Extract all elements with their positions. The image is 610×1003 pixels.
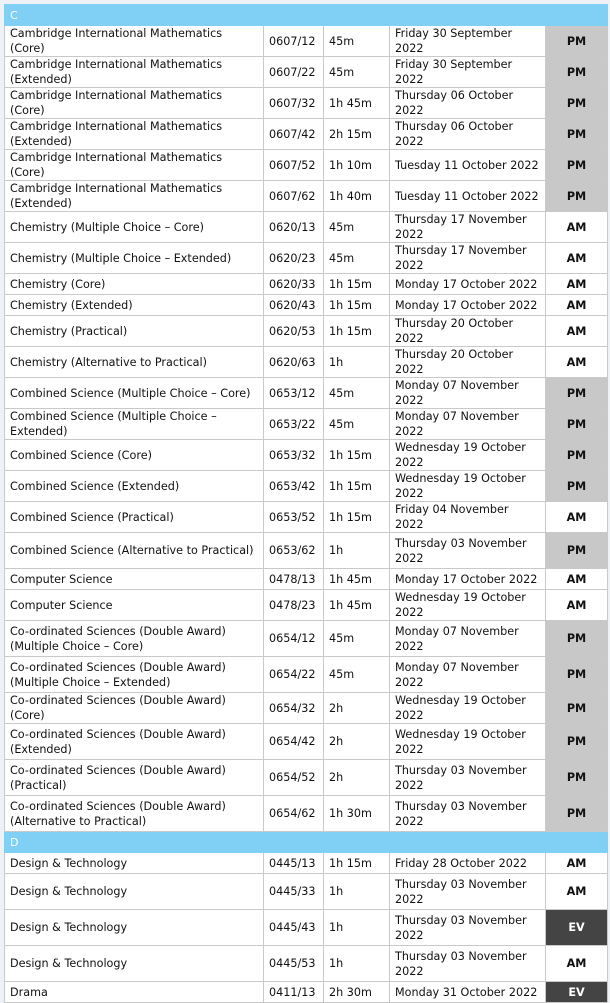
session-cell: AM	[546, 590, 608, 621]
table-row	[5, 57, 608, 88]
date-cell: Monday 17 October 2022	[390, 569, 546, 590]
subject-cell: Cambridge International Mathematics (Extended)	[5, 119, 264, 150]
code-cell: 0620/13	[264, 212, 324, 243]
table-row	[5, 274, 608, 295]
session-cell: AM	[546, 295, 608, 316]
table-row	[5, 440, 608, 471]
code-cell: 0411/13	[264, 982, 324, 1003]
duration-cell: 1h	[324, 347, 390, 378]
session-cell: PM	[546, 796, 608, 832]
date-cell: Wednesday 19 October 2022	[390, 693, 546, 724]
code-cell: 0654/62	[264, 796, 324, 832]
session-cell: PM	[546, 724, 608, 760]
table-row	[5, 471, 608, 502]
duration-cell: 45m	[324, 243, 390, 274]
table-row	[5, 88, 608, 119]
subject-cell: Chemistry (Alternative to Practical)	[5, 347, 264, 378]
subject-cell: Co-ordinated Sciences (Double Award) (Core)	[5, 693, 264, 724]
table-row	[5, 347, 608, 378]
session-cell: PM	[546, 760, 608, 796]
duration-cell: 1h 10m	[324, 150, 390, 181]
session-cell: AM	[546, 946, 608, 982]
session-cell: AM	[546, 569, 608, 590]
session-cell: PM	[546, 693, 608, 724]
session-cell: AM	[546, 274, 608, 295]
code-cell: 0653/62	[264, 533, 324, 569]
table-row	[5, 26, 608, 57]
table-row	[5, 982, 608, 1003]
duration-cell: 1h 15m	[324, 274, 390, 295]
duration-cell: 1h 30m	[324, 796, 390, 832]
section-header	[5, 832, 608, 853]
code-cell: 0620/33	[264, 274, 324, 295]
duration-cell: 45m	[324, 657, 390, 693]
subject-cell: Design & Technology	[5, 910, 264, 946]
session-cell: AM	[546, 316, 608, 347]
table-row	[5, 621, 608, 657]
duration-cell: 2h 15m	[324, 119, 390, 150]
code-cell: 0607/42	[264, 119, 324, 150]
subject-cell: Chemistry (Multiple Choice – Core)	[5, 212, 264, 243]
session-cell: PM	[546, 26, 608, 57]
date-cell: Thursday 03 November 2022	[390, 760, 546, 796]
code-cell: 0620/23	[264, 243, 324, 274]
table-row	[5, 119, 608, 150]
date-cell: Thursday 17 November 2022	[390, 212, 546, 243]
date-cell: Thursday 06 October 2022	[390, 88, 546, 119]
subject-cell: Combined Science (Multiple Choice – Core)	[5, 378, 264, 409]
subject-cell: Co-ordinated Sciences (Double Award) (Practical)	[5, 760, 264, 796]
session-cell: AM	[546, 347, 608, 378]
subject-cell: Design & Technology	[5, 874, 264, 910]
session-cell: EV	[546, 910, 608, 946]
duration-cell: 45m	[324, 409, 390, 440]
date-cell: Tuesday 11 October 2022	[390, 181, 546, 212]
date-cell: Monday 07 November 2022	[390, 378, 546, 409]
section-header	[5, 5, 608, 26]
subject-cell: Computer Science	[5, 569, 264, 590]
subject-cell: Combined Science (Multiple Choice – Extended)	[5, 409, 264, 440]
session-cell: PM	[546, 181, 608, 212]
session-cell: EV	[546, 982, 608, 1003]
duration-cell: 1h 15m	[324, 502, 390, 533]
table-row	[5, 946, 608, 982]
table-row	[5, 295, 608, 316]
date-cell: Thursday 03 November 2022	[390, 910, 546, 946]
section-letter: D	[5, 832, 608, 853]
table-row	[5, 590, 608, 621]
subject-cell: Chemistry (Extended)	[5, 295, 264, 316]
date-cell: Thursday 06 October 2022	[390, 119, 546, 150]
table-row	[5, 693, 608, 724]
code-cell: 0620/53	[264, 316, 324, 347]
table-row	[5, 760, 608, 796]
subject-cell: Co-ordinated Sciences (Double Award) (Multiple Choice – Core)	[5, 621, 264, 657]
table-row	[5, 502, 608, 533]
duration-cell: 45m	[324, 621, 390, 657]
duration-cell: 1h 15m	[324, 471, 390, 502]
subject-cell: Design & Technology	[5, 946, 264, 982]
duration-cell: 1h 40m	[324, 181, 390, 212]
session-cell: AM	[546, 212, 608, 243]
duration-cell: 45m	[324, 212, 390, 243]
code-cell: 0654/42	[264, 724, 324, 760]
subject-cell: Combined Science (Extended)	[5, 471, 264, 502]
session-cell: PM	[546, 57, 608, 88]
subject-cell: Cambridge International Mathematics (Core)	[5, 26, 264, 57]
code-cell: 0654/32	[264, 693, 324, 724]
code-cell: 0607/62	[264, 181, 324, 212]
duration-cell: 45m	[324, 26, 390, 57]
subject-cell: Chemistry (Core)	[5, 274, 264, 295]
subject-cell: Co-ordinated Sciences (Double Award) (Alternative to Practical)	[5, 796, 264, 832]
table-row	[5, 657, 608, 693]
date-cell: Thursday 20 October 2022	[390, 316, 546, 347]
session-cell: AM	[546, 853, 608, 874]
table-row	[5, 316, 608, 347]
table-row	[5, 796, 608, 832]
table-row	[5, 910, 608, 946]
date-cell: Friday 30 September 2022	[390, 26, 546, 57]
subject-cell: Cambridge International Mathematics (Core)	[5, 150, 264, 181]
date-cell: Wednesday 19 October 2022	[390, 471, 546, 502]
date-cell: Tuesday 11 October 2022	[390, 150, 546, 181]
code-cell: 0445/43	[264, 910, 324, 946]
duration-cell: 1h 15m	[324, 295, 390, 316]
code-cell: 0653/32	[264, 440, 324, 471]
subject-cell: Drama	[5, 982, 264, 1003]
code-cell: 0653/52	[264, 502, 324, 533]
table-row	[5, 378, 608, 409]
date-cell: Monday 07 November 2022	[390, 409, 546, 440]
exam-timetable	[4, 4, 608, 1003]
duration-cell: 1h 15m	[324, 440, 390, 471]
date-cell: Wednesday 19 October 2022	[390, 440, 546, 471]
code-cell: 0653/22	[264, 409, 324, 440]
code-cell: 0445/33	[264, 874, 324, 910]
session-cell: AM	[546, 874, 608, 910]
session-cell: PM	[546, 440, 608, 471]
session-cell: PM	[546, 409, 608, 440]
table-row	[5, 181, 608, 212]
duration-cell: 2h	[324, 693, 390, 724]
date-cell: Monday 07 November 2022	[390, 657, 546, 693]
table-row	[5, 150, 608, 181]
duration-cell: 1h 15m	[324, 316, 390, 347]
code-cell: 0620/43	[264, 295, 324, 316]
table-row	[5, 409, 608, 440]
subject-cell: Computer Science	[5, 590, 264, 621]
date-cell: Wednesday 19 October 2022	[390, 590, 546, 621]
code-cell: 0654/52	[264, 760, 324, 796]
section-letter: C	[5, 5, 608, 26]
session-cell: PM	[546, 533, 608, 569]
code-cell: 0620/63	[264, 347, 324, 378]
duration-cell: 1h 45m	[324, 88, 390, 119]
subject-cell: Combined Science (Practical)	[5, 502, 264, 533]
subject-cell: Co-ordinated Sciences (Double Award) (Multiple Choice – Extended)	[5, 657, 264, 693]
date-cell: Friday 30 September 2022	[390, 57, 546, 88]
code-cell: 0478/23	[264, 590, 324, 621]
session-cell: PM	[546, 471, 608, 502]
subject-cell: Chemistry (Multiple Choice – Extended)	[5, 243, 264, 274]
duration-cell: 1h	[324, 533, 390, 569]
duration-cell: 45m	[324, 378, 390, 409]
session-cell: PM	[546, 621, 608, 657]
session-cell: AM	[546, 243, 608, 274]
session-cell: AM	[546, 502, 608, 533]
code-cell: 0607/32	[264, 88, 324, 119]
date-cell: Thursday 17 November 2022	[390, 243, 546, 274]
session-cell: PM	[546, 150, 608, 181]
session-cell: PM	[546, 378, 608, 409]
session-cell: PM	[546, 657, 608, 693]
code-cell: 0607/22	[264, 57, 324, 88]
date-cell: Wednesday 19 October 2022	[390, 724, 546, 760]
date-cell: Thursday 03 November 2022	[390, 796, 546, 832]
date-cell: Thursday 20 October 2022	[390, 347, 546, 378]
code-cell: 0653/12	[264, 378, 324, 409]
code-cell: 0445/53	[264, 946, 324, 982]
duration-cell: 1h	[324, 874, 390, 910]
subject-cell: Combined Science (Core)	[5, 440, 264, 471]
subject-cell: Chemistry (Practical)	[5, 316, 264, 347]
subject-cell: Design & Technology	[5, 853, 264, 874]
code-cell: 0445/13	[264, 853, 324, 874]
date-cell: Monday 31 October 2022	[390, 982, 546, 1003]
table-row	[5, 724, 608, 760]
code-cell: 0478/13	[264, 569, 324, 590]
table-row	[5, 569, 608, 590]
table-row	[5, 533, 608, 569]
session-cell: PM	[546, 119, 608, 150]
subject-cell: Cambridge International Mathematics (Extended)	[5, 181, 264, 212]
date-cell: Friday 28 October 2022	[390, 853, 546, 874]
subject-cell: Combined Science (Alternative to Practical)	[5, 533, 264, 569]
duration-cell: 1h 15m	[324, 853, 390, 874]
code-cell: 0607/52	[264, 150, 324, 181]
duration-cell: 1h	[324, 946, 390, 982]
date-cell: Thursday 03 November 2022	[390, 874, 546, 910]
duration-cell: 1h 45m	[324, 590, 390, 621]
duration-cell: 2h	[324, 724, 390, 760]
code-cell: 0654/22	[264, 657, 324, 693]
table-row	[5, 243, 608, 274]
duration-cell: 45m	[324, 57, 390, 88]
date-cell: Thursday 03 November 2022	[390, 533, 546, 569]
duration-cell: 1h	[324, 910, 390, 946]
session-cell: PM	[546, 88, 608, 119]
subject-cell: Cambridge International Mathematics (Extended)	[5, 57, 264, 88]
code-cell: 0653/42	[264, 471, 324, 502]
duration-cell: 1h 45m	[324, 569, 390, 590]
table-row	[5, 853, 608, 874]
date-cell: Monday 17 October 2022	[390, 274, 546, 295]
subject-cell: Cambridge International Mathematics (Core)	[5, 88, 264, 119]
date-cell: Monday 17 October 2022	[390, 295, 546, 316]
duration-cell: 2h	[324, 760, 390, 796]
table-row	[5, 874, 608, 910]
code-cell: 0654/12	[264, 621, 324, 657]
code-cell: 0607/12	[264, 26, 324, 57]
duration-cell: 2h 30m	[324, 982, 390, 1003]
date-cell: Monday 07 November 2022	[390, 621, 546, 657]
date-cell: Thursday 03 November 2022	[390, 946, 546, 982]
table-row	[5, 212, 608, 243]
subject-cell: Co-ordinated Sciences (Double Award) (Extended)	[5, 724, 264, 760]
date-cell: Friday 04 November 2022	[390, 502, 546, 533]
